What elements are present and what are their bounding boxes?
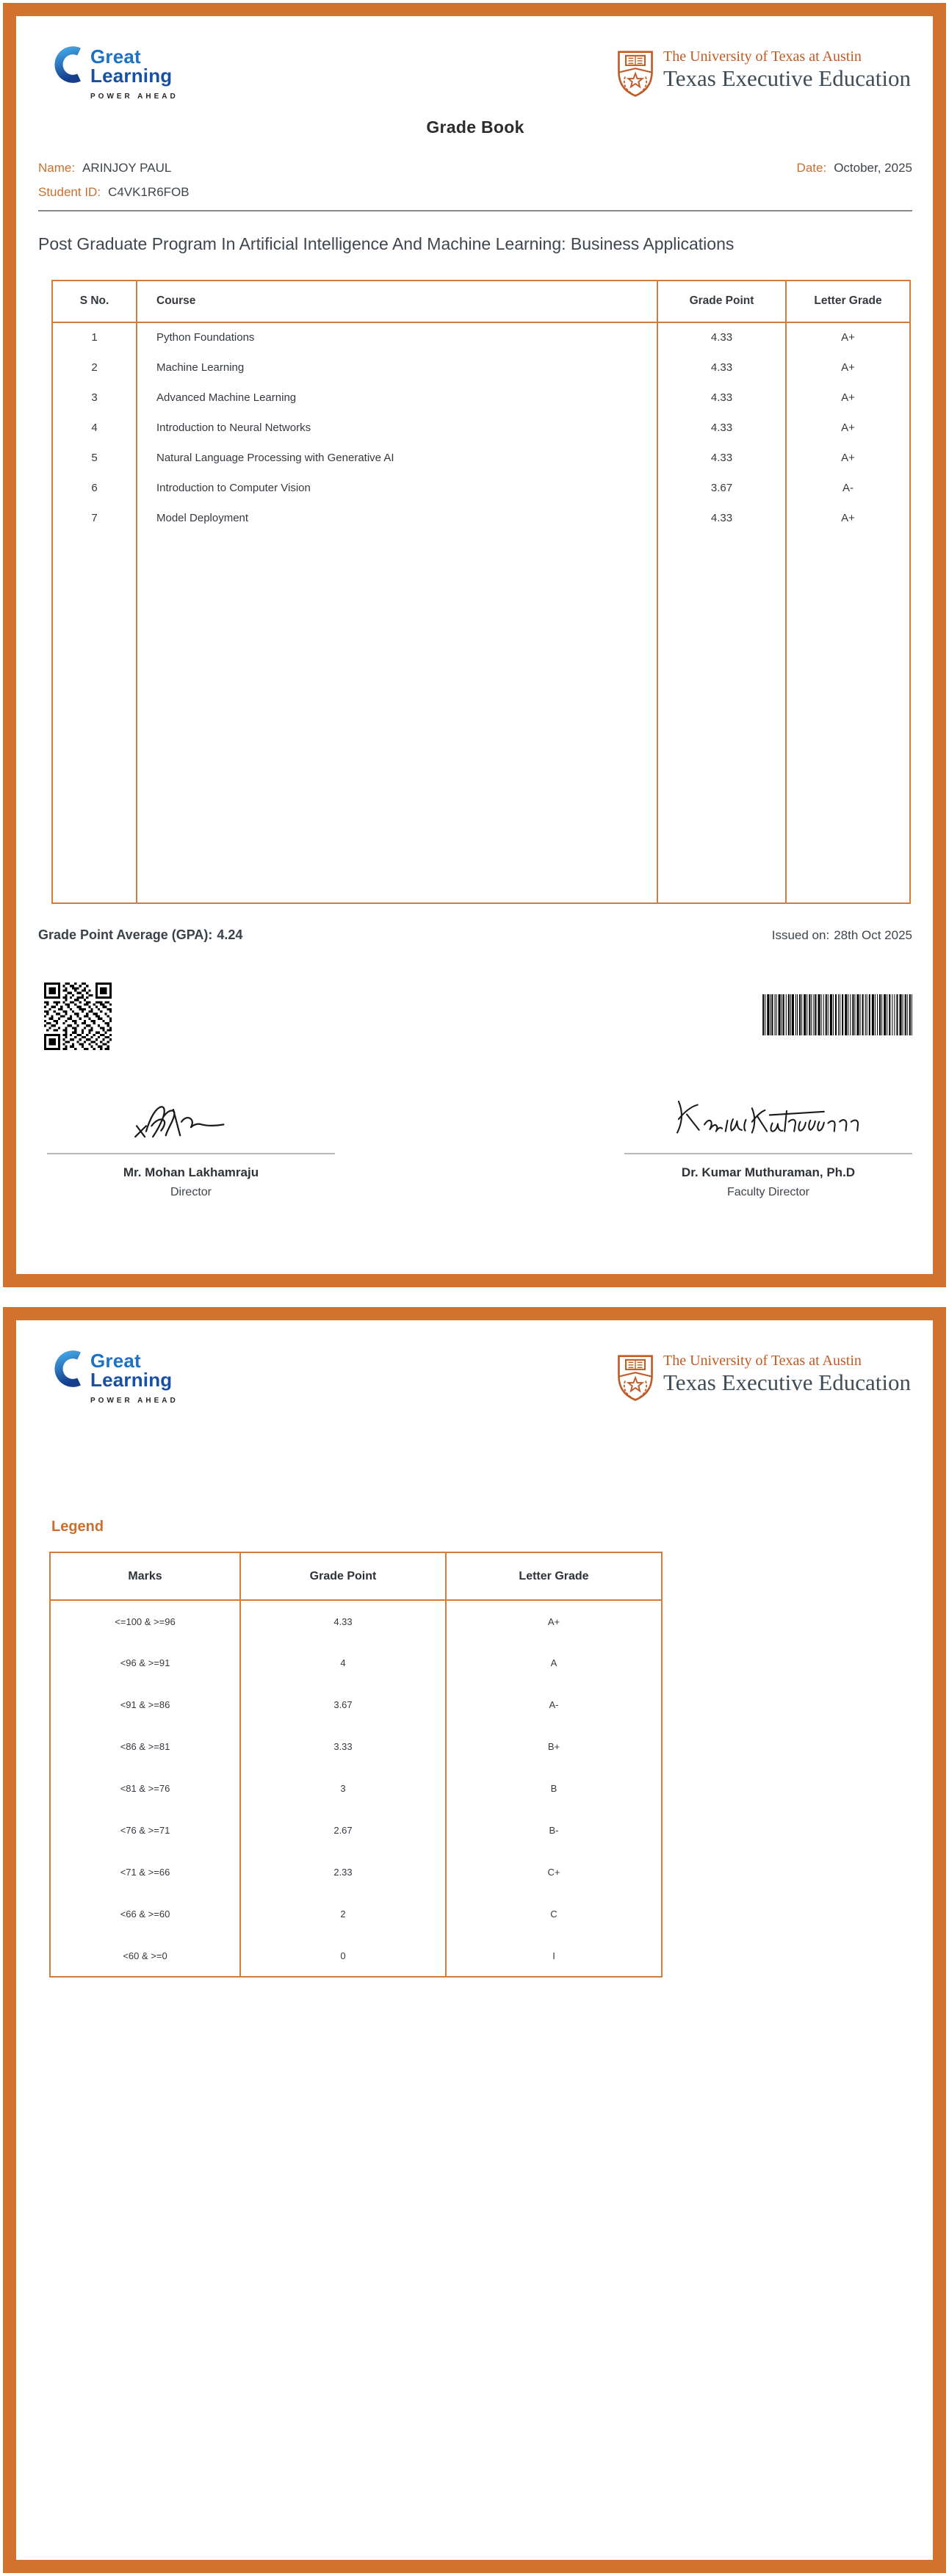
table-cell: B+ — [446, 1726, 662, 1768]
table-cell: C+ — [446, 1851, 662, 1893]
date-label: Date: — [796, 161, 827, 175]
table-cell: 7 — [91, 511, 98, 524]
table-row — [50, 1809, 662, 1851]
table-row — [50, 1642, 662, 1684]
issued-value: 28th Oct 2025 — [834, 927, 912, 942]
great-learning-wordmark — [90, 1351, 172, 1389]
issue-date — [797, 161, 912, 176]
table-cell: A+ — [786, 443, 910, 473]
table-row — [52, 383, 910, 413]
course-table-body — [52, 322, 910, 903]
program-title: Post Graduate Program In Artificial Intelligence And Machine Learning: Business Applications — [38, 234, 735, 253]
table-cell: 4.33 — [657, 413, 786, 443]
table-filler-row — [52, 533, 910, 903]
table-cell: Introduction to Computer Vision — [137, 473, 657, 503]
column-header: Marks — [50, 1552, 240, 1600]
table-cell: <66 & >=60 — [120, 1909, 170, 1920]
course-table — [51, 280, 911, 904]
table-cell: A+ — [786, 383, 910, 413]
column-header: Course — [137, 281, 657, 322]
student-id-value: C4VK1R6FOB — [108, 185, 190, 199]
great-learning-logo — [49, 1350, 178, 1405]
table-row — [50, 1893, 662, 1935]
legend-table — [49, 1552, 663, 1978]
gpa-label: Grade Point Average (GPA): — [38, 927, 213, 942]
table-cell: A+ — [786, 352, 910, 383]
table-cell: 4.33 — [657, 322, 786, 352]
qr-code — [44, 983, 112, 1054]
gl-tagline: POWER AHEAD — [90, 1397, 178, 1405]
gl-word-great: Great — [90, 1350, 141, 1372]
table-cell: Machine Learning — [137, 352, 657, 383]
table-cell: <=100 & >=96 — [115, 1616, 176, 1627]
table-cell: B — [446, 1768, 662, 1809]
table-cell: 4 — [240, 1642, 446, 1684]
table-cell: <91 & >=86 — [120, 1699, 170, 1710]
table-row — [50, 1726, 662, 1768]
table-cell: <76 & >=71 — [120, 1825, 170, 1836]
table-row — [52, 352, 910, 383]
table-cell: Introduction to Neural Networks — [137, 413, 657, 443]
gl-tagline: POWER AHEAD — [90, 93, 178, 101]
signature-block-director — [47, 1092, 335, 1199]
gl-word-learning: Learning — [90, 1369, 173, 1391]
table-cell: <86 & >=81 — [120, 1741, 170, 1752]
legend-title: Legend — [51, 1519, 104, 1535]
great-learning-logo — [49, 46, 178, 101]
legend-table-body — [50, 1600, 662, 1977]
gpa-row — [38, 927, 912, 943]
signatory-name: Mr. Mohan Lakhamraju — [123, 1165, 259, 1179]
table-cell-empty — [657, 533, 786, 903]
page-2 — [3, 1307, 946, 2573]
table-cell: A- — [786, 473, 910, 503]
table-cell: Natural Language Processing with Generative AI — [137, 443, 657, 473]
table-row — [52, 322, 910, 352]
gpa-value: 4.24 — [217, 927, 243, 942]
signature-line — [47, 1153, 335, 1154]
column-header: Grade Point — [240, 1552, 446, 1600]
table-cell: 2 — [240, 1893, 446, 1935]
signatory-role: Director — [170, 1185, 212, 1198]
table-cell: Python Foundations — [137, 322, 657, 352]
table-cell: 3 — [240, 1768, 446, 1809]
column-header: Letter Grade — [786, 281, 910, 322]
table-cell: 4.33 — [657, 352, 786, 383]
barcode — [762, 994, 912, 1039]
page-1 — [3, 3, 946, 1287]
great-learning-wordmark — [90, 47, 172, 85]
table-cell: 4.33 — [657, 503, 786, 533]
table-row — [52, 473, 910, 503]
table-cell: 2.33 — [240, 1851, 446, 1893]
table-cell: <71 & >=66 — [120, 1867, 170, 1878]
page1-header — [38, 46, 912, 104]
table-cell: 3.67 — [657, 473, 786, 503]
table-cell: C — [446, 1893, 662, 1935]
ut-line2: Texas Executive Education — [663, 1370, 911, 1395]
signatures-row — [38, 1092, 912, 1199]
issued-on — [772, 928, 912, 943]
table-cell: 1 — [91, 331, 98, 344]
great-learning-g-icon — [49, 46, 84, 87]
table-row — [50, 1684, 662, 1726]
table-row — [50, 1600, 662, 1642]
meta-row-2 — [38, 185, 912, 200]
student-name — [38, 161, 171, 176]
table-cell: A+ — [786, 503, 910, 533]
table-cell: A+ — [786, 322, 910, 352]
issued-label: Issued on: — [771, 927, 830, 942]
name-label: Name: — [38, 161, 76, 175]
table-cell: 4.33 — [240, 1600, 446, 1642]
table-cell: 4 — [91, 421, 98, 434]
gl-word-great: Great — [90, 46, 141, 68]
table-cell: 3 — [91, 391, 98, 404]
table-row — [50, 1768, 662, 1809]
table-cell: 3.67 — [240, 1684, 446, 1726]
signature-faculty-director-image — [665, 1092, 871, 1150]
table-cell: 5 — [91, 451, 98, 464]
table-cell: A- — [446, 1684, 662, 1726]
column-header: S No. — [52, 281, 137, 322]
table-row — [52, 443, 910, 473]
ut-wordmark — [663, 1352, 911, 1395]
student-id-label: Student ID: — [38, 185, 101, 199]
column-header: Letter Grade — [446, 1552, 662, 1600]
codes-row — [38, 983, 912, 1054]
table-cell: I — [446, 1935, 662, 1977]
table-cell: 4.33 — [657, 383, 786, 413]
header-divider — [38, 210, 912, 211]
meta-row-1 — [38, 161, 912, 176]
signatory-name: Dr. Kumar Muthuraman, Ph.D — [681, 1165, 856, 1179]
page-title: Grade Book — [426, 117, 524, 137]
gl-word-learning: Learning — [90, 65, 173, 87]
great-learning-g-icon — [49, 1350, 84, 1392]
ut-line1: The University of Texas at Austin — [663, 48, 862, 65]
table-cell: Model Deployment — [137, 503, 657, 533]
table-cell-empty — [786, 533, 910, 903]
table-cell: 6 — [91, 481, 98, 494]
table-cell: <60 & >=0 — [123, 1950, 167, 1961]
course-table-head — [52, 281, 910, 322]
column-header: Grade Point — [657, 281, 786, 322]
ut-austin-logo — [616, 1352, 911, 1408]
table-cell: A+ — [786, 413, 910, 443]
table-cell: 2.67 — [240, 1809, 446, 1851]
table-header-row — [50, 1552, 662, 1600]
table-cell-empty — [137, 533, 657, 903]
table-cell: B- — [446, 1809, 662, 1851]
table-cell: 4.33 — [657, 443, 786, 473]
table-cell: 0 — [240, 1935, 446, 1977]
signature-director-image — [110, 1092, 272, 1150]
table-cell: <96 & >=91 — [120, 1657, 170, 1668]
gpa — [38, 927, 242, 943]
table-cell: Advanced Machine Learning — [137, 383, 657, 413]
ut-line2: Texas Executive Education — [663, 65, 911, 91]
table-row — [52, 503, 910, 533]
ut-shield-icon — [616, 48, 654, 104]
ut-line1: The University of Texas at Austin — [663, 1353, 862, 1369]
table-row — [52, 413, 910, 443]
table-cell-empty — [52, 533, 137, 903]
table-cell: 2 — [91, 361, 98, 374]
table-cell: A — [446, 1642, 662, 1684]
table-cell: <81 & >=76 — [120, 1783, 170, 1794]
signatory-role: Faculty Director — [726, 1185, 810, 1198]
ut-austin-logo — [616, 48, 911, 104]
signature-block-faculty-director — [624, 1092, 912, 1199]
page2-header — [38, 1350, 912, 1408]
table-row — [50, 1851, 662, 1893]
legend-table-head — [50, 1552, 662, 1600]
table-row — [50, 1935, 662, 1977]
student-id — [38, 185, 190, 200]
table-cell: A+ — [446, 1600, 662, 1642]
date-value: October, 2025 — [834, 161, 912, 175]
name-value: ARINJOY PAUL — [82, 161, 172, 175]
table-header-row — [52, 281, 910, 322]
ut-shield-icon — [616, 1352, 654, 1408]
table-cell: 3.33 — [240, 1726, 446, 1768]
ut-wordmark — [663, 48, 911, 91]
signature-line — [624, 1153, 912, 1154]
